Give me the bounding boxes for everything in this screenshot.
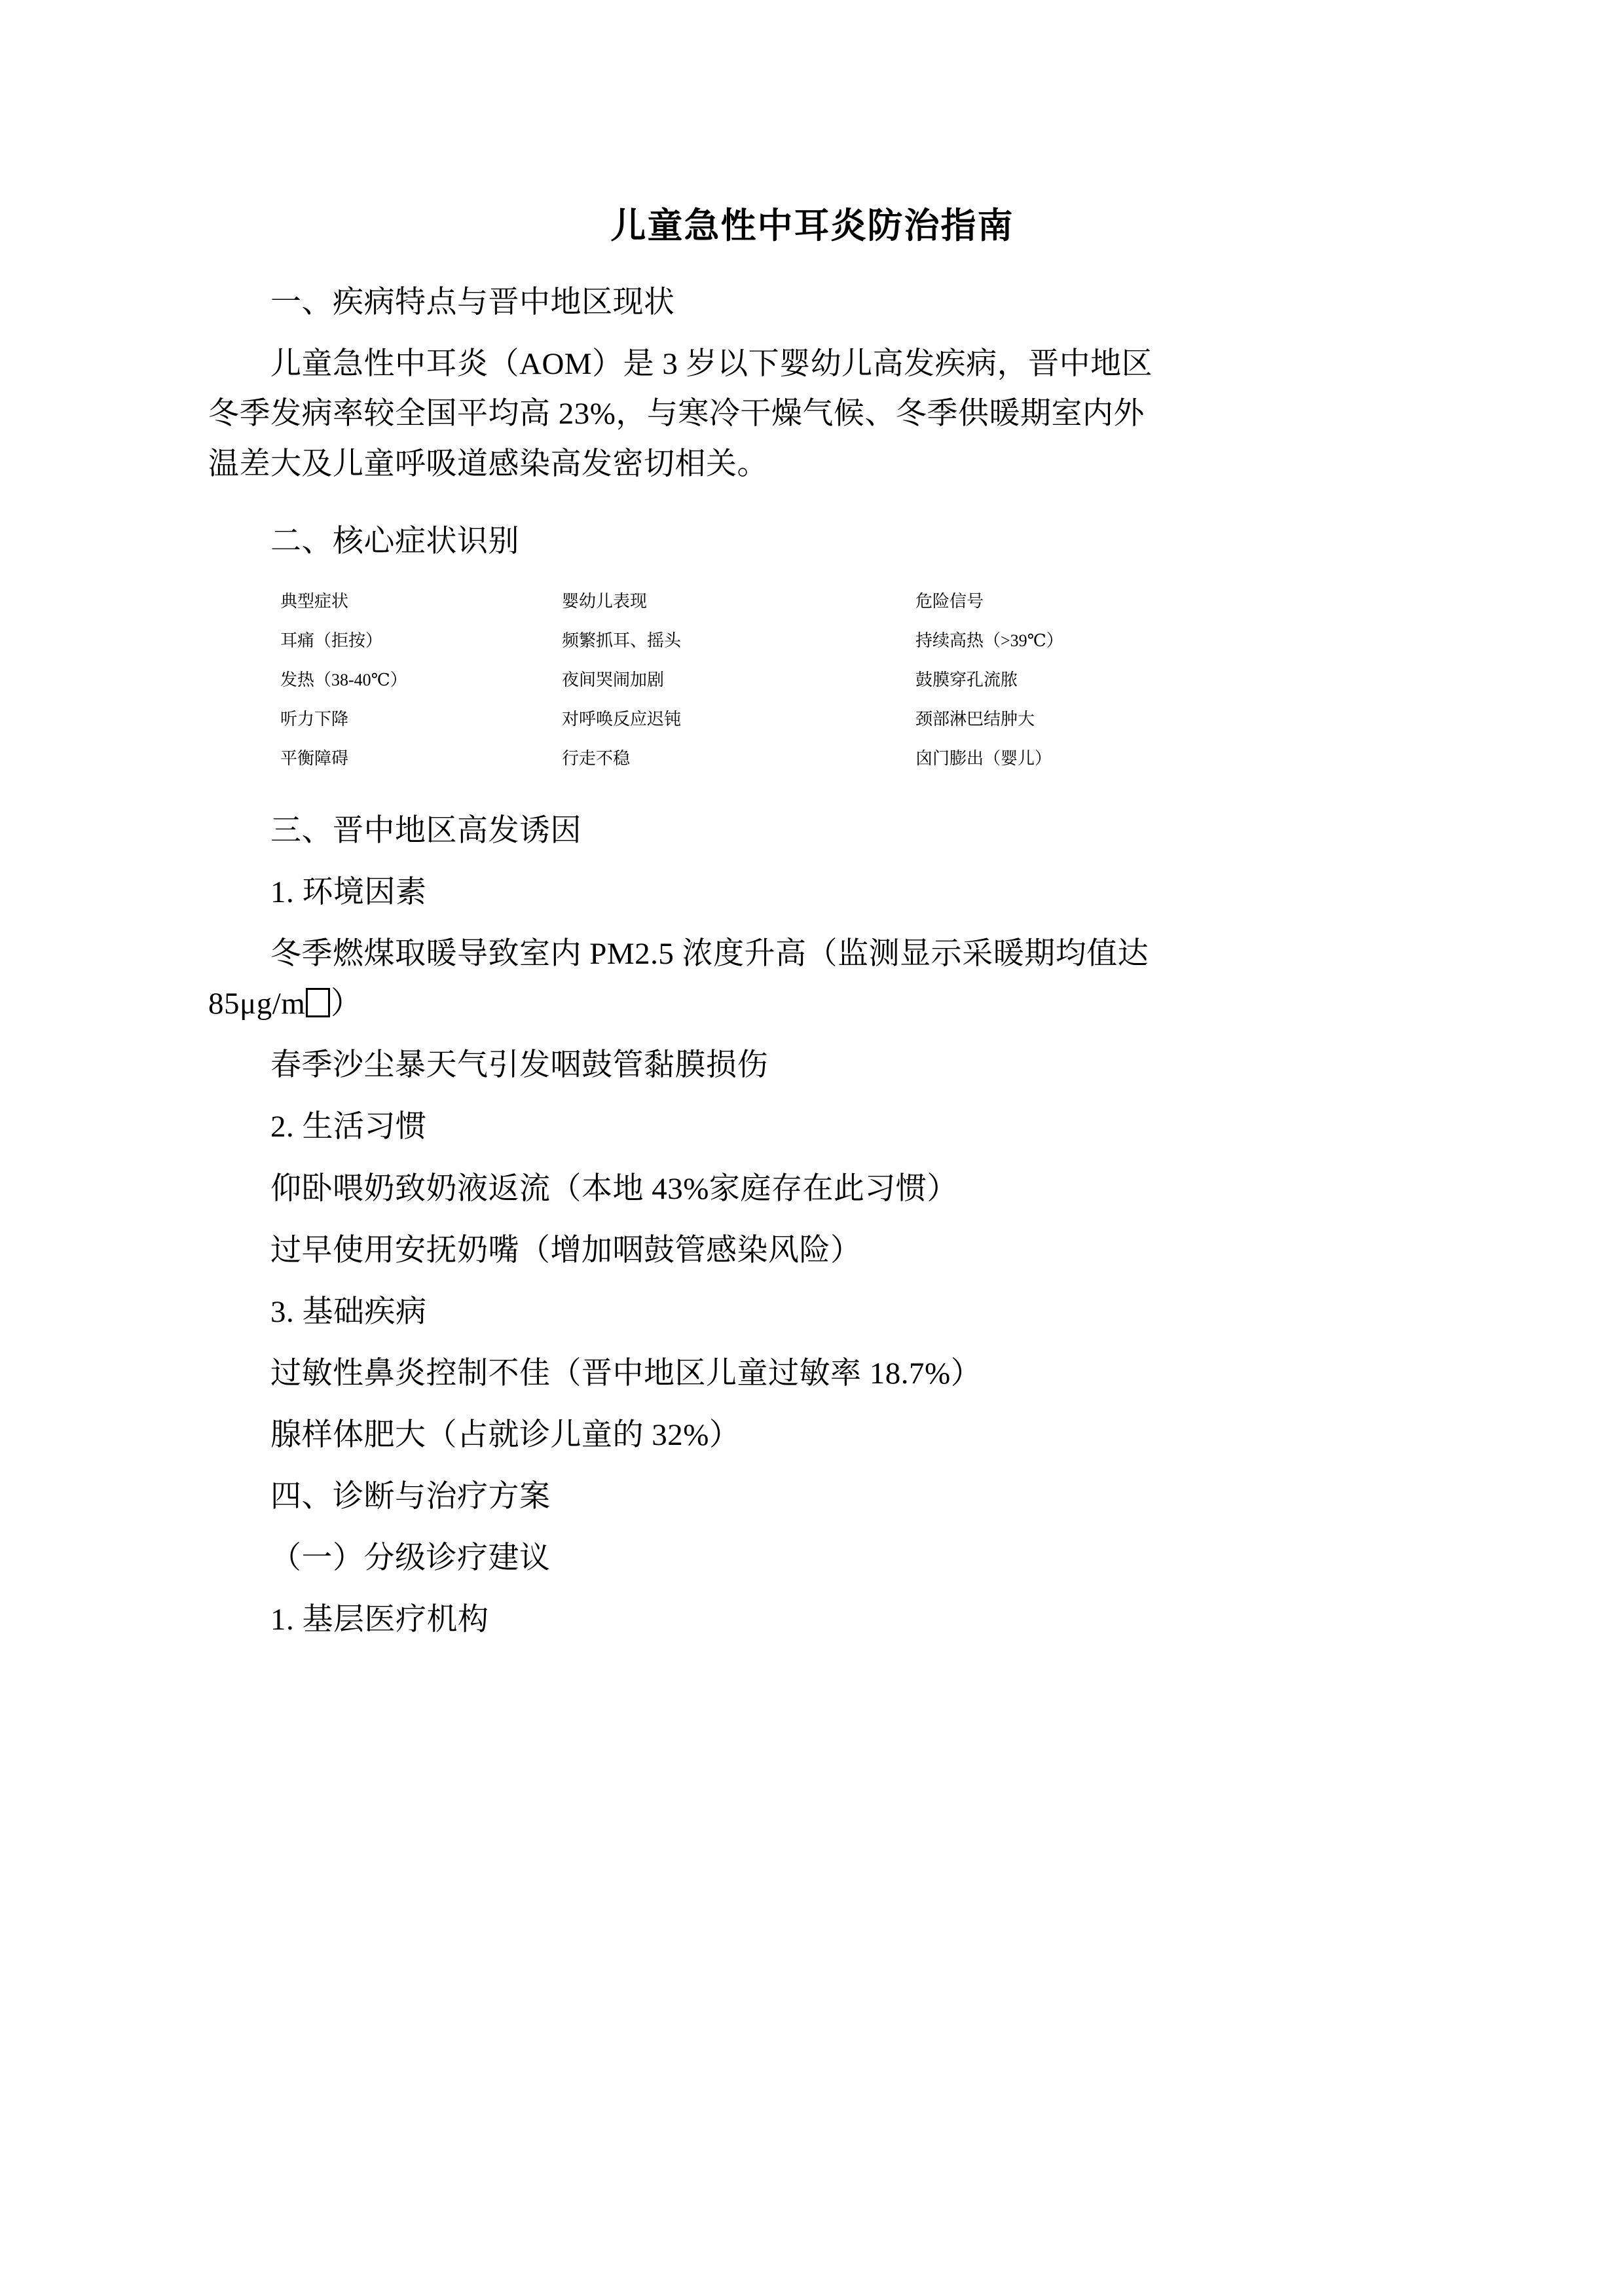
table-cell: 夜间哭闹加剧 [562,670,665,689]
table-cell: 行走不稳 [562,748,631,768]
table-cell: 耳痛（拒按） [280,630,383,650]
section-4-subsection-1-heading: （一）分级诊疗建议 [270,1541,551,1576]
table-cell: 颈部淋巴结肿大 [915,709,1035,729]
table-header-danger-signals: 危险信号 [915,591,984,611]
table-cell: 鼓膜穿孔流脓 [915,670,1018,689]
table-cell: 囟门膨出（婴儿） [915,748,1052,768]
table-row [280,700,1256,739]
section-3-item-3-heading: 3. 基础疾病 [270,1294,427,1329]
section-1-paragraph-line-1: 儿童急性中耳炎（AOM）是 3 岁以下婴幼儿高发疾病，晋中地区 [270,347,1153,382]
section-heading-2: 二、核心症状识别 [270,524,519,558]
table-row [280,621,1256,661]
table-cell: 听力下降 [280,709,349,729]
table-cell: 持续高热（>39℃） [915,630,1063,650]
table-header-infant-signs: 婴幼儿表现 [562,591,648,611]
closing-paren: ） [330,987,362,1021]
section-3-item-2-heading: 2. 生活习惯 [270,1110,427,1144]
section-1-paragraph-line-3: 温差大及儿童呼吸道感染高发密切相关。 [208,446,768,481]
section-3-item-2-line-2: 过早使用安抚奶嘴（增加咽鼓管感染风险） [270,1233,862,1267]
page-content [208,0,1416,1645]
section-3-item-1-heading: 1. 环境因素 [270,875,427,909]
pm-concentration-value: 85μg/m [208,987,306,1021]
table-header-row [280,582,1256,621]
section-heading-3: 三、晋中地区高发诱因 [270,813,581,848]
table-row [280,739,1256,778]
section-3-item-1-line-1: 冬季燃煤取暖导致室内 PM2.5 浓度升高（监测显示采暖期均值达 [270,937,1149,972]
section-4-subsection-1-item-1: 1. 基层医疗机构 [270,1603,489,1637]
table-cell: 对呼唤反应迟钝 [562,709,682,729]
section-3-item-3-line-2: 腺样体肥大（占就诊儿童的 32%） [270,1418,741,1453]
section-3-item-3-line-1: 过敏性鼻炎控制不佳（晋中地区儿童过敏率 18.7%） [270,1356,982,1391]
table-row [280,661,1256,700]
section-3-item-1-line-2 [208,979,1416,1029]
table-cell: 平衡障碍 [280,748,349,768]
table-header-typical-symptoms: 典型症状 [280,591,349,611]
section-3-item-1-line-3: 春季沙尘暴天气引发咽鼓管黏膜损伤 [270,1048,768,1083]
section-3-item-2-line-1: 仰卧喂奶致奶液返流（本地 43%家庭存在此习惯） [270,1171,958,1206]
page-title: 儿童急性中耳炎防治指南 [610,206,1014,246]
section-1-paragraph-line-2: 冬季发病率较全国平均高 23%，与寒冷干燥气候、冬季供暖期室内外 [208,397,1145,431]
section-heading-4: 四、诊断与治疗方案 [270,1480,551,1514]
table-cell: 频繁抓耳、摇头 [562,630,682,650]
missing-glyph-box-icon [306,988,330,1017]
section-heading-1: 一、疾病特点与晋中地区现状 [270,285,675,320]
table-cell: 发热（38-40℃） [280,670,407,689]
symptom-table [280,582,1256,778]
